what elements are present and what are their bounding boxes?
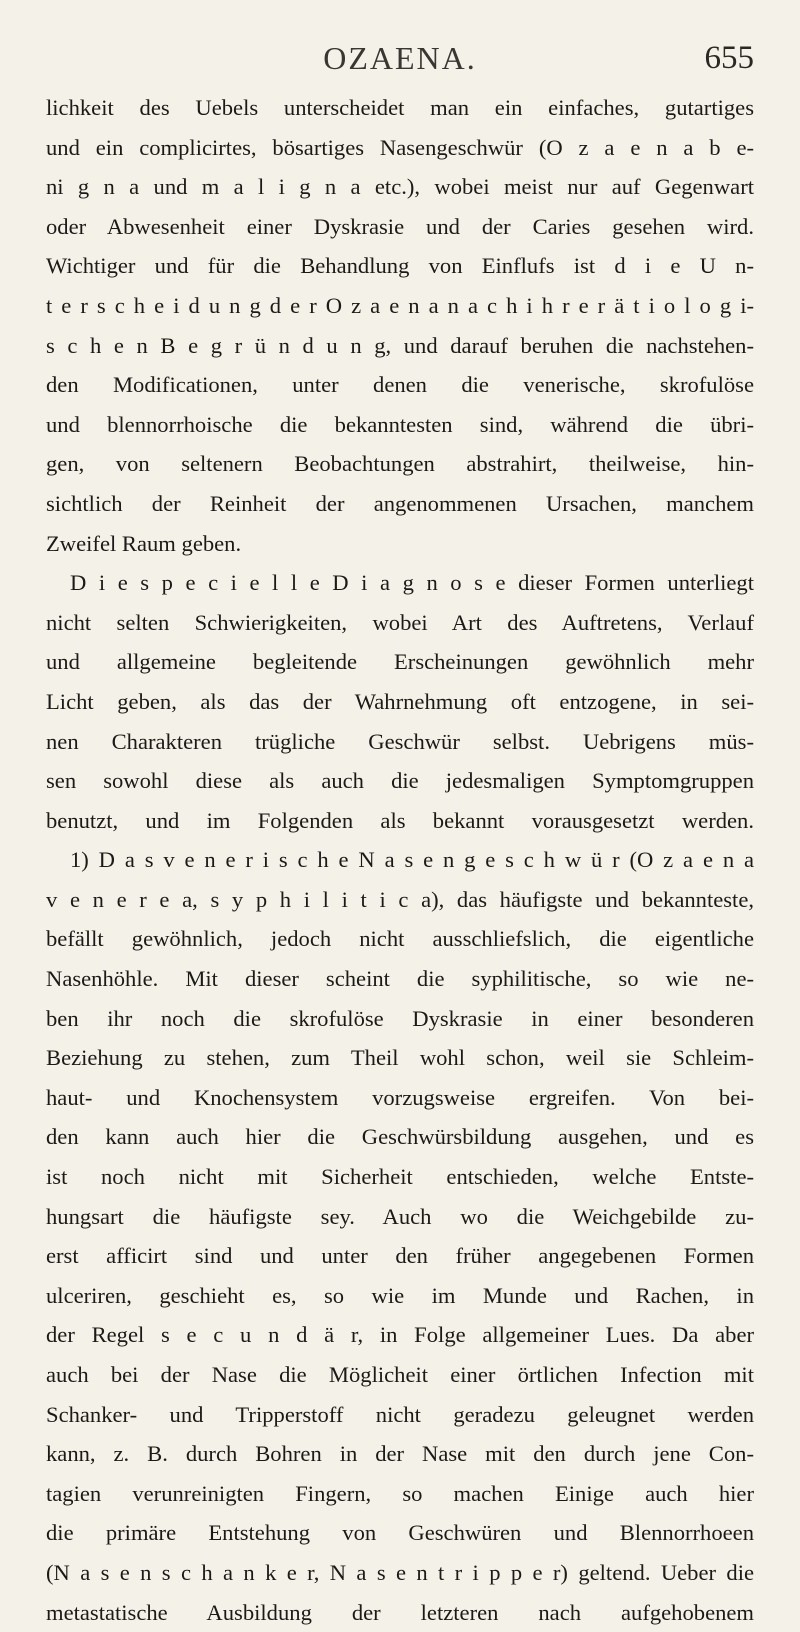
- running-title: OZAENA.: [323, 40, 477, 76]
- text-line: und blennorrhoische die bekanntesten sind, während die übri-: [46, 411, 754, 437]
- text-line: Licht geben, als das der Wahrnehmung oft entzogene, in sei-: [46, 688, 754, 714]
- text-line: Wichtiger und für die Behandlung von Einflufs ist d i e U n-: [46, 253, 754, 279]
- text-line: hungsart die häufigste sey. Auch wo die Weichgebilde zu-: [46, 1203, 754, 1229]
- text-line: erst afficirt sind und unter den früher angegebenen Formen: [46, 1243, 754, 1269]
- page-number: 655: [704, 40, 754, 76]
- text-line: lichkeit des Uebels unterscheidet man ein einfaches, gutartiges: [46, 95, 754, 120]
- text-line: Beziehung zu stehen, zum Theil wohl schon, weil sie Schleim-: [46, 1045, 754, 1071]
- text-line: s c h e n B e g r ü n d u n g, und darauf beruhen die nachstehen-: [46, 332, 754, 358]
- text-line: gen, von seltenern Beobachtungen abstrahirt, theilweise, hin-: [46, 451, 754, 477]
- text-line: t e r s c h e i d u n g d e r O z a e n a n a c h i h r e r ä t i o l o g i-: [46, 292, 754, 318]
- text-line: und allgemeine begleitende Erscheinungen gewöhnlich mehr: [46, 649, 754, 675]
- text-line: ben ihr noch die skrofulöse Dyskrasie in einer besonderen: [46, 1005, 754, 1031]
- text-line: den Modificationen, unter denen die venerische, skrofulöse: [46, 372, 754, 398]
- text-line: ist noch nicht mit Sicherheit entschieden, welche Entste-: [46, 1164, 754, 1190]
- text-line: befällt gewöhnlich, jedoch nicht ausschliefslich, die eigentliche: [46, 926, 754, 952]
- text-line: sichtlich der Reinheit der angenommenen Ursachen, manchem: [46, 490, 754, 516]
- text-line: D i e s p e c i e l l e D i a g n o s e dieser Formen unterliegt: [70, 570, 754, 596]
- text-line: den kann auch hier die Geschwürsbildung ausgehen, und es: [46, 1124, 754, 1150]
- text-line: der Regel s e c u n d ä r, in Folge allgemeiner Lues. Da aber: [46, 1322, 754, 1348]
- text-line: Schanker- und Tripperstoff nicht geradezu geleugnet werden: [46, 1401, 754, 1427]
- text-line: auch bei der Nase die Möglicheit einer örtlichen Infection mit: [46, 1362, 754, 1387]
- text-line: tagien verunreinigten Fingern, so machen Einige auch hier: [46, 1480, 754, 1506]
- text-line: v e n e r e a, s y p h i l i t i c a), das häufigste und bekannteste,: [46, 886, 754, 912]
- text-line: und ein complicirtes, bösartiges Nasengeschwür (O z a e n a b e-: [46, 134, 754, 160]
- text-line: haut- und Knochensystem vorzugsweise ergreifen. Von bei-: [46, 1084, 754, 1110]
- text-line: kann, z. B. durch Bohren in der Nase mit den durch jene Con-: [46, 1441, 754, 1467]
- text-line: die primäre Entstehung von Geschwüren und Blennorrhoeen: [46, 1520, 754, 1546]
- text-line: Zweifel Raum geben.: [46, 530, 242, 556]
- text-line: nen Charakteren trügliche Geschwür selbst. Uebrigens müs-: [46, 728, 754, 754]
- body-text: [46, 88, 754, 1632]
- text-line: ulceriren, geschieht es, so wie im Munde und Rachen, in: [46, 1282, 754, 1308]
- text-line: nicht selten Schwierigkeiten, wobei Art des Auftretens, Verlauf: [46, 609, 754, 635]
- text-line: ni g n a und m a l i g n a etc.), wobei meist nur auf Gegenwart: [46, 174, 754, 200]
- text-line: (N a s e n s c h a n k e r, N a s e n t r i p p e r) geltend. Ueber die: [46, 1559, 754, 1585]
- text-line: 1) D a s v e n e r i s c h e N a s e n g e s c h w ü r (O z a e n a: [70, 847, 754, 873]
- text-line: sen sowohl diese als auch die jedesmaligen Symptomgruppen: [46, 768, 754, 794]
- running-head: [46, 32, 754, 88]
- text-line: metastatische Ausbildung der letzteren nach aufgehobenem: [46, 1599, 754, 1625]
- text-line: Nasenhöhle. Mit dieser scheint die syphilitische, so wie ne-: [46, 966, 754, 992]
- text-line: benutzt, und im Folgenden als bekannt vorausgesetzt werden.: [46, 807, 754, 833]
- text-line: oder Abwesenheit einer Dyskrasie und der Caries gesehen wird.: [46, 213, 754, 239]
